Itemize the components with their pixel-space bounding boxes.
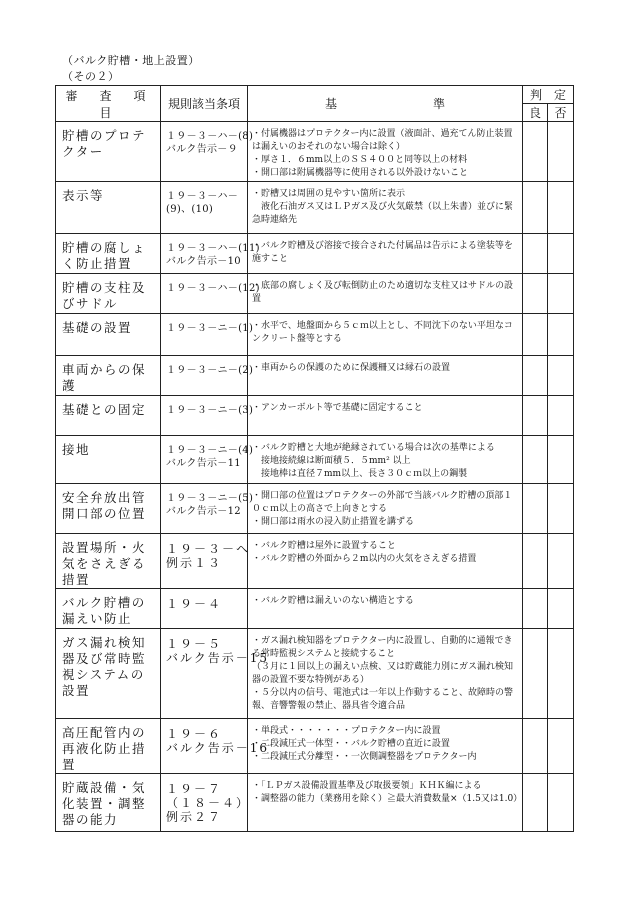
judgement-bad-cell[interactable] — [548, 356, 574, 396]
standard-cell — [248, 182, 523, 234]
judgement-bad-cell[interactable] — [548, 396, 574, 436]
judgement-good-cell[interactable] — [523, 629, 548, 719]
standard-line: ・「ＬＰガス設備設置基準及び取扱要領」ＫＨＫ編による — [252, 781, 482, 791]
standard-line: 液化石油ガス又はＬＰガス及び火気厳禁（以上朱書）並びに緊急時連絡先 — [252, 202, 514, 225]
item-cell: 基礎の設置 — [56, 314, 161, 356]
table-row — [56, 182, 574, 234]
item-cell: ガス漏れ検知器及び常時監視システムの設置 — [56, 629, 161, 719]
standard-line: ・バルク貯槽は屋外に設置すること — [252, 541, 396, 551]
reference-cell: １９－３－ニ－(1) — [161, 314, 248, 356]
standard-cell — [248, 314, 523, 356]
item-cell: 車両からの保護 — [56, 356, 161, 396]
judgement-good-cell[interactable] — [523, 436, 548, 484]
item-cell: 基礎との固定 — [56, 396, 161, 436]
judgement-bad-cell[interactable] — [548, 314, 574, 356]
judgement-good-cell[interactable] — [523, 182, 548, 234]
standard-cell — [248, 396, 523, 436]
item-cell: 高圧配管内の再液化防止措置 — [56, 719, 161, 774]
item-cell: 表示等 — [56, 182, 161, 234]
item-cell: 貯槽のプロテクター — [56, 122, 161, 182]
table-row — [56, 356, 574, 396]
standard-cell — [248, 534, 523, 589]
reference-cell: １９－３－ハ－(8) バルク告示－９ — [161, 122, 248, 182]
standard-line: 接地接続線は断面積５．５mm² 以上 — [252, 456, 411, 466]
standard-line: ・開口部は雨水の浸入防止措置を講ずる — [252, 517, 415, 527]
judgement-bad-cell[interactable] — [548, 436, 574, 484]
reference-cell: １９－５ バルク告示－15 — [161, 629, 248, 719]
judgement-good-cell[interactable] — [523, 122, 548, 182]
header-standard: 基 準 — [248, 86, 523, 122]
header-good: 良 — [523, 104, 548, 122]
table-row — [56, 396, 574, 436]
judgement-bad-cell[interactable] — [548, 484, 574, 534]
reference-cell: １９－３－ハ－(12) — [161, 274, 248, 314]
reference-cell: １９－３－ニ－(3) — [161, 396, 248, 436]
caption-part-2: （その２） — [62, 70, 120, 83]
judgement-bad-cell[interactable] — [548, 774, 574, 832]
table-row — [56, 484, 574, 534]
standard-line: ・バルク貯槽の外面から２m以内の火気をさえぎる措置 — [252, 554, 477, 564]
judgement-good-cell[interactable] — [523, 314, 548, 356]
standard-line: ・バルク貯槽及び溶接で接合された付属品は告示による塗装等を施すこと — [252, 241, 513, 264]
standard-cell — [248, 629, 523, 719]
header-judgement: 判 定 — [523, 86, 574, 104]
standard-line: ・バルク貯槽と大地が絶縁されている場合は次の基準による — [252, 443, 495, 453]
judgement-good-cell[interactable] — [523, 274, 548, 314]
standard-cell — [248, 484, 523, 534]
reference-cell: １９－６ バルク告示－16 — [161, 719, 248, 774]
header-ref: 規則該当条項 — [161, 86, 248, 122]
standard-cell — [248, 436, 523, 484]
standard-line: ・５分以内の信号、電池式は一年以上作動すること、故障時の警報、音響警報の禁止、器具省令適合品 — [252, 688, 514, 711]
table-row — [56, 589, 574, 629]
header-item: 審 査 項 目 — [56, 86, 161, 122]
table-row — [56, 274, 574, 314]
standard-line: 接地棒は直径７mm以上、長さ３０ｃｍ以上の鋼製 — [252, 469, 468, 479]
header-bad: 否 — [548, 104, 574, 122]
table-body — [56, 122, 574, 832]
standard-line: ・二段減圧式分離型・・一次側調整器をプロテクター内 — [252, 752, 477, 762]
reference-cell: １９－４ — [161, 589, 248, 629]
judgement-good-cell[interactable] — [523, 534, 548, 589]
table-row — [56, 314, 574, 356]
table-row — [56, 534, 574, 589]
reference-cell: １９－３－ハ－ (9)、(10) — [161, 182, 248, 234]
judgement-good-cell[interactable] — [523, 396, 548, 436]
standard-cell — [248, 589, 523, 629]
standard-cell — [248, 122, 523, 182]
standard-line: ・厚さ１．６mm以上のＳＳ４００と同等以上の材料 — [252, 155, 468, 165]
judgement-bad-cell[interactable] — [548, 274, 574, 314]
standard-cell — [248, 234, 523, 274]
standard-line: ・貯槽又は周囲の見やすい箇所に表示 — [252, 189, 406, 199]
judgement-good-cell[interactable] — [523, 589, 548, 629]
inspection-table — [55, 85, 574, 832]
judgement-bad-cell[interactable] — [548, 629, 574, 719]
table-row — [56, 234, 574, 274]
standard-line: （３月に１回以上の漏えい点検、又は貯蔵能力別にガス漏れ検知器の設置不要な特例がある） — [252, 662, 514, 685]
reference-cell: １９－３－ヘ 例示１３ — [161, 534, 248, 589]
standard-line: ・付属機器はプロテクター内に設置（液面計、過充てん防止装置は漏えいのおそれのない場合は除く） — [252, 129, 513, 152]
reference-cell: １９－７ （１８－４） 例示２７ — [161, 774, 248, 832]
judgement-bad-cell[interactable] — [548, 719, 574, 774]
reference-cell: １９－３－ニ－(5) バルク告示－12 — [161, 484, 248, 534]
standard-line: ・アンカーボルト等で基礎に固定すること — [252, 403, 423, 413]
standard-cell — [248, 356, 523, 396]
item-cell: 安全弁放出管開口部の位置 — [56, 484, 161, 534]
item-cell: 接地 — [56, 436, 161, 484]
judgement-bad-cell[interactable] — [548, 122, 574, 182]
item-cell: 設置場所・火気をさえぎる措置 — [56, 534, 161, 589]
item-cell: バルク貯槽の漏えい防止 — [56, 589, 161, 629]
table-row — [56, 719, 574, 774]
standard-line: ・調整器の能力（業務用を除く）≧最大消費数量×（1.5又は1.0） — [252, 794, 523, 804]
standard-line: ・開口部の位置はプロテクターの外部で当該バルク貯槽の頂部１０ｃｍ以上の高さで上向きとする — [252, 491, 513, 514]
standard-cell — [248, 774, 523, 832]
standard-line: ・ガス漏れ検知器をプロテクター内に設置し、自動的に通報できる常時監視システムと接続すること — [252, 636, 513, 659]
standard-line: ・底部の腐しょく及び転倒防止のため適切な支柱又はサドルの設置 — [252, 281, 514, 304]
reference-cell: １９－３－ニ－(2) — [161, 356, 248, 396]
standard-line: ・二段減圧式一体型・・バルク貯槽の直近に設置 — [252, 739, 450, 749]
reference-cell: １９－３－ニ－(4) バルク告示－11 — [161, 436, 248, 484]
standard-line: ・開口部は附属機器等に使用される以外設けないこと — [252, 168, 469, 178]
reference-cell: １９－３－ハ－(11) バルク告示－10 — [161, 234, 248, 274]
standard-cell — [248, 719, 523, 774]
table-row — [56, 122, 574, 182]
judgement-good-cell[interactable] — [523, 484, 548, 534]
caption-bulk-storage: （バルク貯槽・地上設置） — [62, 54, 200, 67]
standard-cell — [248, 274, 523, 314]
judgement-bad-cell[interactable] — [548, 534, 574, 589]
standard-line: ・バルク貯槽は漏えいのない構造とする — [252, 596, 414, 606]
judgement-good-cell[interactable] — [523, 719, 548, 774]
item-cell: 貯蔵設備・気化装置・調整器の能力 — [56, 774, 161, 832]
standard-line: ・単段式・・・・・・・プロテクター内に設置 — [252, 726, 441, 736]
judgement-bad-cell[interactable] — [548, 234, 574, 274]
table-row — [56, 629, 574, 719]
table-row — [56, 436, 574, 484]
item-cell: 貯槽の腐しょく防止措置 — [56, 234, 161, 274]
standard-line: ・水平で、地盤面から５ｃｍ以上とし、不同沈下のない平坦なコンクリート盤等とする — [252, 321, 513, 344]
judgement-good-cell[interactable] — [523, 356, 548, 396]
table-row — [56, 774, 574, 832]
standard-line: ・車両からの保護のために保護柵又は縁石の設置 — [252, 363, 451, 373]
item-cell: 貯槽の支柱及びサドル — [56, 274, 161, 314]
judgement-good-cell[interactable] — [523, 234, 548, 274]
judgement-bad-cell[interactable] — [548, 589, 574, 629]
judgement-bad-cell[interactable] — [548, 182, 574, 234]
judgement-good-cell[interactable] — [523, 774, 548, 832]
